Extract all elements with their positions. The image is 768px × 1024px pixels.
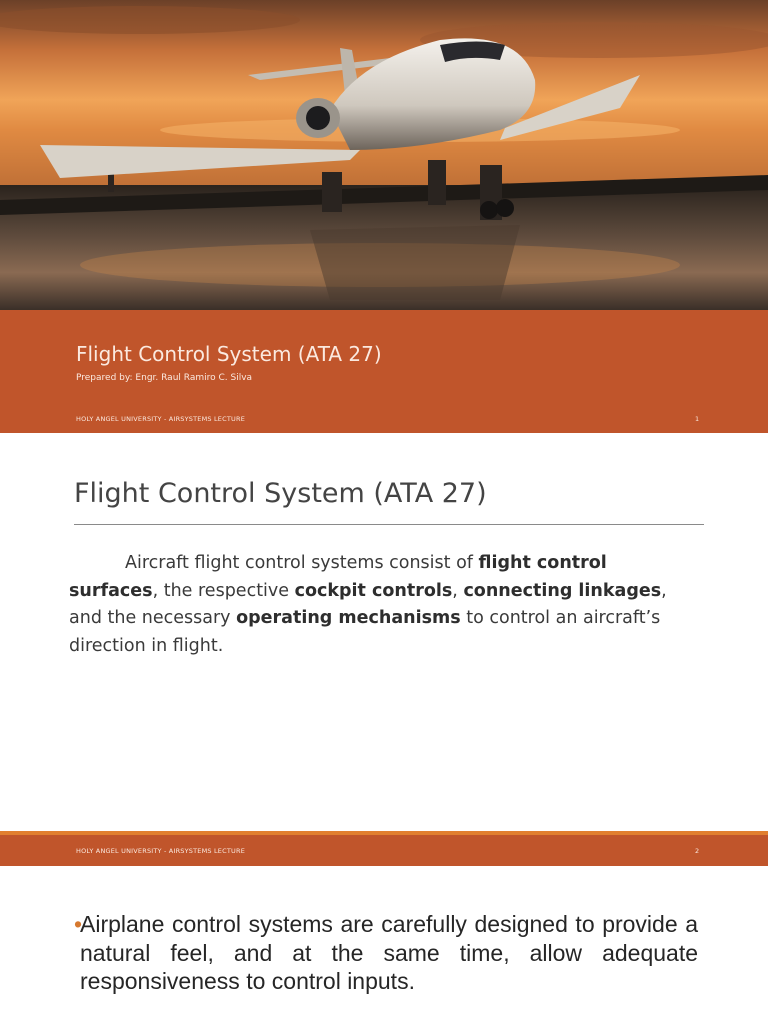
slide2-footer: HOLY ANGEL UNIVERSITY - AIRSYSTEMS LECTURE [76,847,246,855]
jet-illustration [0,0,768,310]
body-bold: cockpit controls [294,580,453,601]
slide3-text: Airplane control systems are carefully designed to provide a natural feel, and at the same time, allow adequate responsiveness to control inputs. [80,911,698,994]
slide1-subtitle: Prepared by: Engr. Raul Ramiro C. Silva [76,373,253,383]
body-text: , the respective [152,580,295,601]
bullet-icon: • [74,911,83,937]
body-bold: operating mechanisms [236,608,461,628]
slide1-page-number: 1 [695,415,700,423]
body-text: to control an aircraft’s direction in flight. [69,608,661,656]
slide2-page-number: 2 [695,847,700,855]
slide1-footer: HOLY ANGEL UNIVERSITY - AIRSYSTEMS LECTURE [76,415,246,423]
slide3-bullet-item [76,910,698,996]
body-text: , [452,580,464,601]
slide1-title: Flight Control System (ATA 27) [76,342,382,366]
body-text: Aircraft flight control systems consist of [125,553,479,573]
body-bold: connecting linkages [463,580,662,601]
body-text: , and the necessary [69,580,667,628]
body-bold: flight control surfaces [69,553,607,601]
hero-jet-photo [0,0,768,310]
slide2-body [69,550,689,660]
title-divider [74,524,704,525]
slide2-title: Flight Control System (ATA 27) [74,478,487,509]
